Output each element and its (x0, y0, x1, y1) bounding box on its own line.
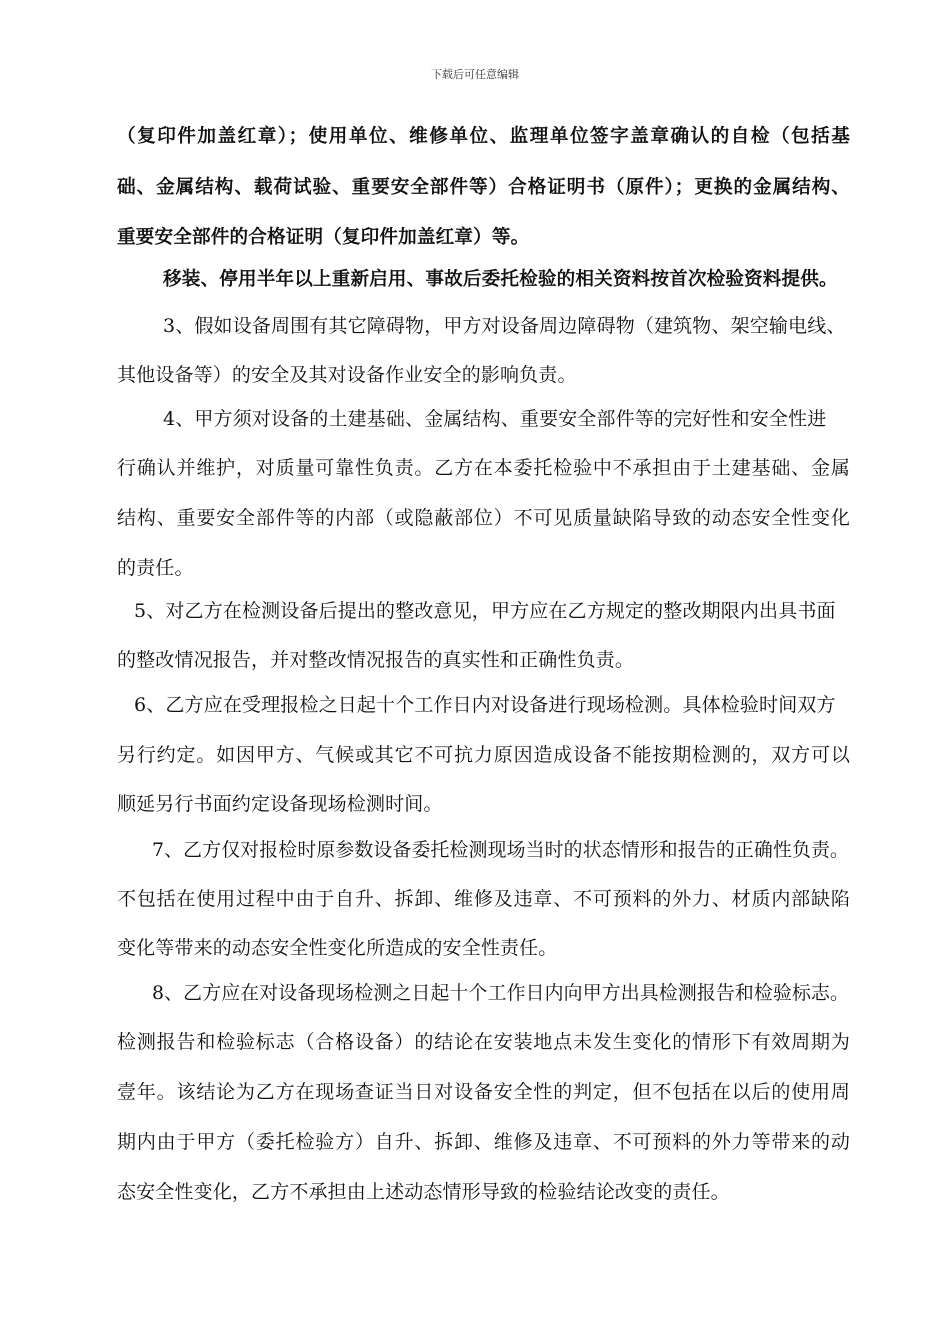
text-line: 3、假如设备周围有其它障碍物，甲方对设备周边障碍物（建筑物、架空输电线、 (163, 315, 846, 337)
text-line: 壹年。该结论为乙方在现场查证当日对设备安全性的判定，但不包括在以后的使用周 (117, 1081, 850, 1103)
text-line: 顺延另行书面约定设备现场检测时间。 (117, 793, 443, 815)
text-line: 6、乙方应在受理报检之日起十个工作日内对设备进行现场检测。具体检验时间双方 (134, 694, 836, 716)
text-line: 移装、停用半年以上重新启用、事故后委托检验的相关资料按首次检验资料提供。 (163, 269, 838, 290)
text-line: 础、金属结构、载荷试验、重要安全部件等）合格证明书（原件）；更换的金属结构、 (117, 177, 850, 198)
page-header: 下载后可任意编辑 (431, 68, 519, 81)
text-line: 5、对乙方在检测设备后提出的整改意见，甲方应在乙方规定的整改期限内出具书面 (134, 600, 836, 622)
text-line: 重要安全部件的合格证明（复印件加盖红章）等。 (117, 227, 530, 248)
text-line: 其他设备等）的安全及其对设备作业安全的影响负责。 (117, 364, 577, 386)
text-line: 期内由于甲方（委托检验方）自升、拆卸、维修及违章、不可预料的外力等带来的动 (117, 1131, 850, 1153)
text-line: 的整改情况报告，并对整改情况报告的真实性和正确性负责。 (117, 649, 635, 671)
text-line: 的责任。 (117, 557, 194, 579)
text-line: 另行约定。如因甲方、气候或其它不可抗力原因造成设备不能按期检测的，双方可以 (117, 744, 850, 766)
text-line: 变化等带来的动态安全性变化所造成的安全性责任。 (117, 937, 558, 959)
text-line: 不包括在使用过程中由于自升、拆卸、维修及违章、不可预料的外力、材质内部缺陷 (117, 888, 850, 910)
text-line: 7、乙方仅对报检时原参数设备委托检测现场当时的状态情形和报告的正确性负责。 (152, 839, 850, 861)
text-line: 检测报告和检验标志（合格设备）的结论在安装地点未发生变化的情形下有效周期为 (117, 1031, 850, 1053)
text-line: 8、乙方应在对设备现场检测之日起十个工作日内向甲方出具检测报告和检验标志。 (152, 982, 850, 1004)
text-line: （复印件加盖红章）；使用单位、维修单位、监理单位签字盖章确认的自检（包括基 (117, 126, 850, 147)
text-line: 4、甲方须对设备的土建基础、金属结构、重要安全部件等的完好性和安全性进 (163, 408, 827, 430)
text-line: 行确认并维护，对质量可靠性负责。乙方在本委托检验中不承担由于土建基础、金属 (117, 457, 850, 479)
text-line: 态安全性变化，乙方不承担由上述动态情形导致的检验结论改变的责任。 (117, 1181, 730, 1203)
text-line: 结构、重要安全部件等的内部（或隐蔽部位）不可见质量缺陷导致的动态安全性变化 (117, 507, 850, 529)
